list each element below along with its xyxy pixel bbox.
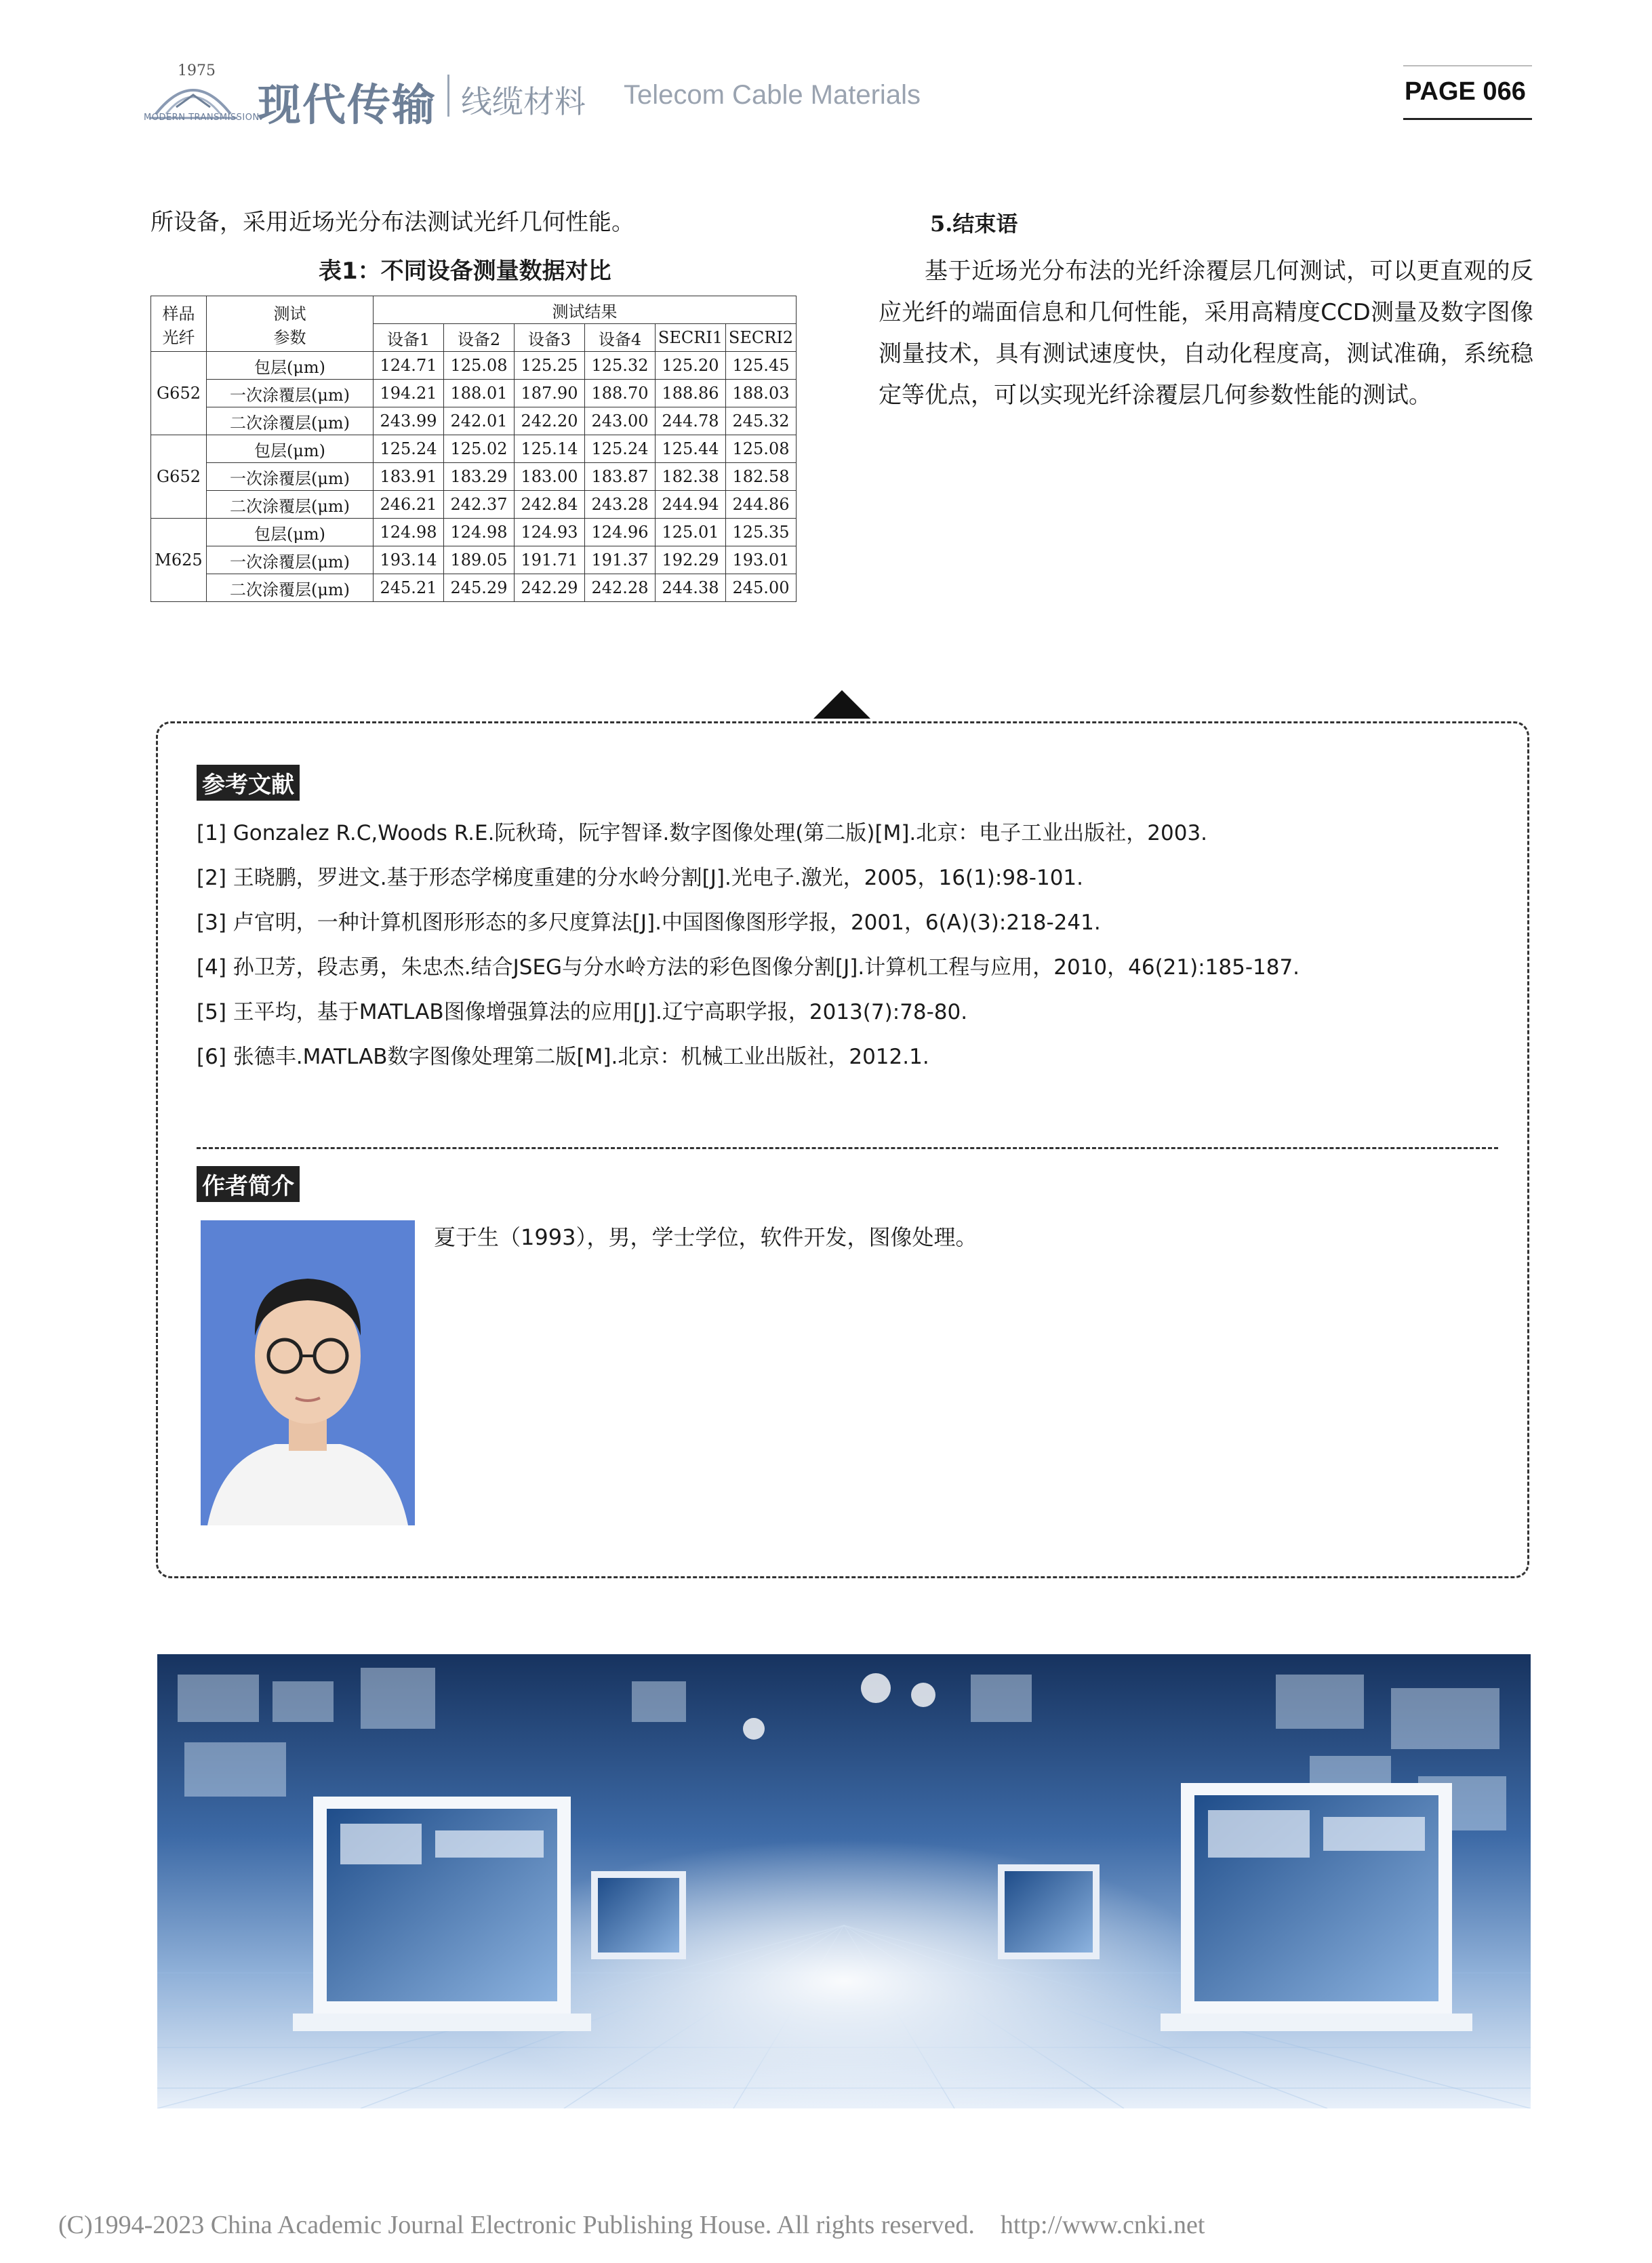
header-param bbox=[207, 296, 374, 352]
header-rule-bottom bbox=[1403, 118, 1532, 120]
value-cell: 125.20 bbox=[656, 352, 726, 380]
header-device: SECRI1 bbox=[656, 324, 726, 352]
section-heading: 5.结束语 bbox=[930, 211, 1018, 237]
page-header bbox=[129, 47, 1532, 142]
table-row bbox=[151, 491, 797, 519]
author-bio: 夏于生（1993），男，学士学位，软件开发，图像处理。 bbox=[434, 1224, 978, 1250]
sample-cell: G652 bbox=[151, 435, 207, 519]
param-cell: 一次涂覆层(μm) bbox=[207, 380, 374, 407]
value-cell: 182.58 bbox=[726, 463, 797, 491]
page-footer bbox=[58, 2210, 1205, 2240]
param-cell: 包层(μm) bbox=[207, 519, 374, 546]
value-cell: 243.00 bbox=[585, 407, 656, 435]
author-photo bbox=[201, 1220, 415, 1525]
value-cell: 125.25 bbox=[515, 352, 585, 380]
header-device: 设备3 bbox=[515, 324, 585, 352]
table-row bbox=[151, 546, 797, 574]
triangle-marker-icon bbox=[813, 690, 870, 719]
reference-item: [6] 张德丰.MATLAB数字图像处理第二版[M].北京：机械工业出版社，2012.1. bbox=[197, 1045, 929, 1069]
section-title-cn: 线缆材料 bbox=[461, 83, 586, 120]
value-cell: 194.21 bbox=[374, 380, 444, 407]
table-title: 表1：不同设备测量数据对比 bbox=[319, 258, 611, 285]
value-cell: 246.21 bbox=[374, 491, 444, 519]
value-cell: 124.98 bbox=[374, 519, 444, 546]
header-param-line: 测试 bbox=[273, 304, 306, 323]
reference-item: [5] 王平均，基于MATLAB图像增强算法的应用[J].辽宁高职学报，2013(7):78-80. bbox=[197, 1000, 968, 1024]
table-row bbox=[151, 519, 797, 546]
value-cell: 188.03 bbox=[726, 380, 797, 407]
table-row bbox=[151, 574, 797, 602]
value-cell: 124.71 bbox=[374, 352, 444, 380]
lead-paragraph: 所设备，采用近场光分布法测试光纤几何性能。 bbox=[150, 209, 634, 236]
value-cell: 183.91 bbox=[374, 463, 444, 491]
value-cell: 188.70 bbox=[585, 380, 656, 407]
value-cell: 188.01 bbox=[444, 380, 515, 407]
value-cell: 183.29 bbox=[444, 463, 515, 491]
value-cell: 245.29 bbox=[444, 574, 515, 602]
header-device: 设备2 bbox=[444, 324, 515, 352]
author-title: 作者简介 bbox=[197, 1166, 300, 1202]
value-cell: 183.00 bbox=[515, 463, 585, 491]
value-cell: 244.78 bbox=[656, 407, 726, 435]
copyright-text: (C)1994-2023 China Academic Journal Electronic Publishing House. All rights reserved. bbox=[58, 2211, 975, 2239]
value-cell: 242.84 bbox=[515, 491, 585, 519]
value-cell: 125.45 bbox=[726, 352, 797, 380]
references-title: 参考文献 bbox=[197, 765, 300, 801]
param-cell: 一次涂覆层(μm) bbox=[207, 463, 374, 491]
value-cell: 242.29 bbox=[515, 574, 585, 602]
value-cell: 125.24 bbox=[585, 435, 656, 463]
value-cell: 244.38 bbox=[656, 574, 726, 602]
page-number: PAGE 066 bbox=[1405, 77, 1526, 106]
table-row bbox=[151, 463, 797, 491]
value-cell: 125.01 bbox=[656, 519, 726, 546]
header-results: 测试结果 bbox=[374, 296, 797, 324]
value-cell: 189.05 bbox=[444, 546, 515, 574]
references-list bbox=[197, 811, 1512, 1079]
sample-cell: G652 bbox=[151, 352, 207, 435]
reference-item: [3] 卢官明，一种计算机图形形态的多尺度算法[J].中国图像图形学报，2001，6(A)(3):218-241. bbox=[197, 910, 1101, 935]
header-sample bbox=[151, 296, 207, 352]
value-cell: 245.21 bbox=[374, 574, 444, 602]
table-row bbox=[151, 380, 797, 407]
table-row bbox=[151, 435, 797, 463]
section-title-en: Telecom Cable Materials bbox=[624, 80, 921, 110]
value-cell: 124.98 bbox=[444, 519, 515, 546]
value-cell: 191.71 bbox=[515, 546, 585, 574]
value-cell: 245.00 bbox=[726, 574, 797, 602]
value-cell: 187.90 bbox=[515, 380, 585, 407]
logo-subtitle: MODERN TRANSMISSION bbox=[144, 113, 260, 123]
header-rule-top bbox=[1403, 65, 1532, 66]
value-cell: 125.24 bbox=[374, 435, 444, 463]
value-cell: 193.01 bbox=[726, 546, 797, 574]
param-cell: 二次涂覆层(μm) bbox=[207, 407, 374, 435]
value-cell: 242.20 bbox=[515, 407, 585, 435]
reference-item: [1] Gonzalez R.C,Woods R.E.阮秋琦，阮宇智译.数字图像处理(第二版)[M].北京：电子工业出版社，2003. bbox=[197, 821, 1208, 845]
value-cell: 183.87 bbox=[585, 463, 656, 491]
reference-item: [4] 孙卫芳，段志勇，朱忠杰.结合JSEG与分水岭方法的彩色图像分割[J].计算机工程与应用，2010，46(21):185-187. bbox=[197, 955, 1300, 980]
logo-year: 1975 bbox=[178, 62, 216, 79]
value-cell: 125.02 bbox=[444, 435, 515, 463]
reference-item: [2] 王晓鹏，罗进文.基于形态学梯度重建的分水岭分割[J].光电子.激光，2005，16(1):98-101. bbox=[197, 866, 1084, 890]
box-divider bbox=[197, 1147, 1498, 1149]
value-cell: 188.86 bbox=[656, 380, 726, 407]
value-cell: 182.38 bbox=[656, 463, 726, 491]
sample-cell: M625 bbox=[151, 519, 207, 602]
table-row bbox=[151, 407, 797, 435]
param-cell: 二次涂覆层(μm) bbox=[207, 491, 374, 519]
header-sample-line: 光纤 bbox=[162, 327, 195, 347]
brand-separator bbox=[447, 75, 449, 117]
value-cell: 244.94 bbox=[656, 491, 726, 519]
journal-brand: 现代传输 bbox=[258, 81, 437, 131]
value-cell: 125.44 bbox=[656, 435, 726, 463]
value-cell: 245.32 bbox=[726, 407, 797, 435]
value-cell: 242.37 bbox=[444, 491, 515, 519]
param-cell: 一次涂覆层(μm) bbox=[207, 546, 374, 574]
conclusion-paragraph: 基于近场光分布法的光纤涂覆层几何测试，可以更直观的反应光纤的端面信息和几何性能，采用高精度CCD测量及数字图像测量技术，具有测试速度快，自动化程度高，测试准确，系统稳定等优点，可以实现光纤涂覆层几何参数性能的测试。 bbox=[879, 258, 1533, 409]
value-cell: 244.86 bbox=[726, 491, 797, 519]
param-cell: 二次涂覆层(μm) bbox=[207, 574, 374, 602]
table-header-row bbox=[151, 296, 797, 324]
value-cell: 191.37 bbox=[585, 546, 656, 574]
technology-banner-image bbox=[157, 1654, 1531, 2108]
value-cell: 242.28 bbox=[585, 574, 656, 602]
header-sample-line: 样品 bbox=[162, 304, 195, 323]
value-cell: 193.14 bbox=[374, 546, 444, 574]
value-cell: 125.08 bbox=[726, 435, 797, 463]
value-cell: 125.14 bbox=[515, 435, 585, 463]
value-cell: 192.29 bbox=[656, 546, 726, 574]
value-cell: 242.01 bbox=[444, 407, 515, 435]
value-cell: 243.28 bbox=[585, 491, 656, 519]
value-cell: 125.32 bbox=[585, 352, 656, 380]
comparison-table bbox=[150, 296, 797, 602]
header-device: 设备1 bbox=[374, 324, 444, 352]
value-cell: 243.99 bbox=[374, 407, 444, 435]
header-device: 设备4 bbox=[585, 324, 656, 352]
value-cell: 124.96 bbox=[585, 519, 656, 546]
table-row bbox=[151, 352, 797, 380]
value-cell: 125.35 bbox=[726, 519, 797, 546]
value-cell: 124.93 bbox=[515, 519, 585, 546]
param-cell: 包层(μm) bbox=[207, 435, 374, 463]
value-cell: 125.08 bbox=[444, 352, 515, 380]
header-param-line: 参数 bbox=[273, 327, 306, 347]
param-cell: 包层(μm) bbox=[207, 352, 374, 380]
footer-url[interactable]: http://www.cnki.net bbox=[1000, 2211, 1205, 2239]
header-device: SECRI2 bbox=[726, 324, 797, 352]
